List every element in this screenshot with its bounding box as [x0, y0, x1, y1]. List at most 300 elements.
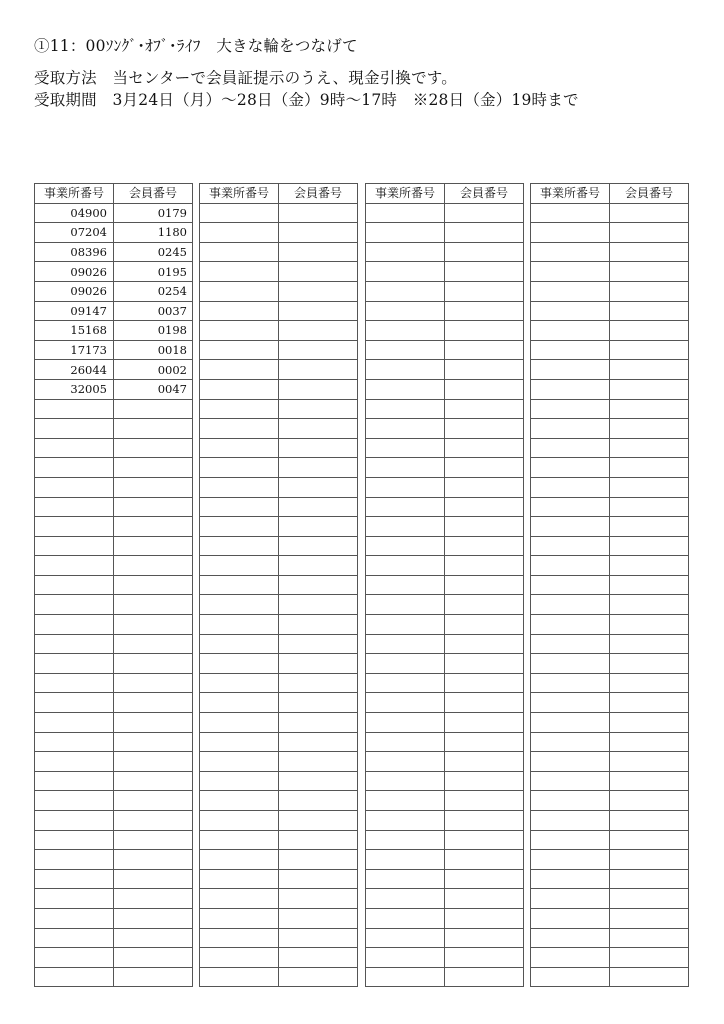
office-number-cell	[200, 517, 279, 537]
table-row	[35, 223, 193, 243]
office-number-cell	[366, 811, 445, 831]
table-row	[35, 262, 193, 282]
member-number-cell	[114, 693, 193, 713]
member-number-cell	[114, 811, 193, 831]
office-number-cell	[35, 517, 114, 537]
office-number-cell: 26044	[35, 360, 114, 380]
table-row	[35, 477, 193, 497]
table-row	[366, 830, 524, 850]
table-row	[35, 713, 193, 733]
table-row	[200, 928, 358, 948]
member-number-cell	[279, 615, 358, 635]
member-number-cell	[114, 869, 193, 889]
office-number-cell	[531, 693, 610, 713]
office-number-cell	[531, 321, 610, 341]
table-row	[35, 850, 193, 870]
member-number-cell	[279, 458, 358, 478]
table-row	[531, 791, 689, 811]
office-number-cell	[35, 948, 114, 968]
office-number-cell	[200, 732, 279, 752]
column-header-office-number: 事業所番号	[366, 184, 445, 204]
table-row	[35, 791, 193, 811]
member-number-cell	[279, 379, 358, 399]
member-number-cell	[445, 203, 524, 223]
member-number-cell	[445, 928, 524, 948]
office-number-cell	[200, 497, 279, 517]
member-number-cell	[445, 497, 524, 517]
table-row	[200, 908, 358, 928]
office-number-cell	[366, 281, 445, 301]
table-row	[35, 693, 193, 713]
member-number-cell	[279, 967, 358, 987]
table-row	[531, 948, 689, 968]
table-row	[35, 399, 193, 419]
table-row	[366, 752, 524, 772]
office-number-cell	[35, 673, 114, 693]
column-header-member-number: 会員番号	[114, 184, 193, 204]
office-number-cell	[200, 438, 279, 458]
member-number-tables	[34, 183, 690, 993]
member-number-cell	[610, 830, 689, 850]
office-number-cell	[200, 967, 279, 987]
office-number-cell: 09026	[35, 281, 114, 301]
table-row	[531, 713, 689, 733]
table-row	[200, 242, 358, 262]
table-row	[35, 360, 193, 380]
office-number-cell	[200, 713, 279, 733]
table-row	[35, 948, 193, 968]
member-number-cell	[279, 262, 358, 282]
member-number-cell	[610, 693, 689, 713]
table-header-row	[35, 184, 193, 204]
table-row	[200, 223, 358, 243]
member-number-cell	[445, 360, 524, 380]
member-number-cell	[610, 791, 689, 811]
table-row	[366, 419, 524, 439]
table-row	[531, 673, 689, 693]
member-number-cell	[610, 242, 689, 262]
member-number-cell	[445, 399, 524, 419]
table-row	[366, 301, 524, 321]
table-row	[200, 967, 358, 987]
table-row	[366, 575, 524, 595]
member-number-cell	[445, 536, 524, 556]
table-row	[200, 438, 358, 458]
office-number-cell	[531, 536, 610, 556]
office-number-cell	[366, 497, 445, 517]
office-number-cell	[366, 340, 445, 360]
office-number-cell	[35, 536, 114, 556]
table-row	[200, 595, 358, 615]
table-row	[35, 419, 193, 439]
member-number-cell	[279, 203, 358, 223]
member-number-cell	[445, 713, 524, 733]
office-number-cell	[35, 869, 114, 889]
office-number-cell	[531, 948, 610, 968]
member-number-cell	[114, 517, 193, 537]
column-header-office-number: 事業所番号	[531, 184, 610, 204]
office-number-cell	[531, 811, 610, 831]
member-number-cell	[279, 477, 358, 497]
table-row	[531, 419, 689, 439]
office-number-cell	[366, 713, 445, 733]
member-number-cell	[445, 281, 524, 301]
office-number-cell	[35, 634, 114, 654]
member-number-cell	[445, 752, 524, 772]
office-number-cell	[35, 497, 114, 517]
table-row	[366, 458, 524, 478]
office-number-cell	[531, 928, 610, 948]
office-number-cell	[35, 791, 114, 811]
office-number-cell	[35, 615, 114, 635]
office-number-cell: 17173	[35, 340, 114, 360]
office-number-cell	[366, 908, 445, 928]
table-row	[35, 203, 193, 223]
member-number-cell	[445, 908, 524, 928]
table-row	[35, 497, 193, 517]
member-number-cell	[114, 928, 193, 948]
office-number-cell	[200, 634, 279, 654]
office-number-cell	[35, 419, 114, 439]
office-number-cell	[200, 477, 279, 497]
office-number-cell	[200, 262, 279, 282]
member-number-cell	[279, 830, 358, 850]
member-number-cell	[610, 281, 689, 301]
office-number-cell	[35, 850, 114, 870]
office-number-cell	[366, 223, 445, 243]
table-row	[35, 321, 193, 341]
table-row	[531, 634, 689, 654]
office-number-cell	[366, 360, 445, 380]
member-number-cell	[610, 340, 689, 360]
office-number-cell	[531, 634, 610, 654]
table-row	[531, 399, 689, 419]
office-number-cell	[35, 575, 114, 595]
member-number-cell	[445, 242, 524, 262]
member-number-cell	[279, 908, 358, 928]
office-number-cell	[35, 399, 114, 419]
office-number-cell	[366, 458, 445, 478]
table-row	[200, 477, 358, 497]
table-row	[531, 517, 689, 537]
office-number-cell	[531, 281, 610, 301]
member-number-cell	[279, 321, 358, 341]
table-row	[35, 967, 193, 987]
table-row	[200, 517, 358, 537]
table-row	[35, 575, 193, 595]
member-number-cell	[445, 811, 524, 831]
member-number-cell	[279, 732, 358, 752]
table-row	[200, 458, 358, 478]
member-number-cell	[445, 771, 524, 791]
member-number-cell	[610, 203, 689, 223]
table-row	[200, 889, 358, 909]
office-number-cell	[200, 595, 279, 615]
office-number-cell	[366, 438, 445, 458]
table-row	[531, 301, 689, 321]
member-number-cell	[610, 536, 689, 556]
member-number-cell	[445, 850, 524, 870]
member-number-cell	[610, 673, 689, 693]
member-number-cell	[445, 223, 524, 243]
office-number-cell	[200, 321, 279, 341]
table-row	[200, 673, 358, 693]
office-number-cell	[531, 575, 610, 595]
office-number-cell	[531, 850, 610, 870]
member-number-cell	[114, 791, 193, 811]
member-number-cell	[114, 497, 193, 517]
table-row	[200, 615, 358, 635]
member-number-cell	[610, 595, 689, 615]
member-number-cell	[445, 732, 524, 752]
member-number-cell	[610, 497, 689, 517]
member-number-cell	[610, 321, 689, 341]
office-number-cell	[366, 203, 445, 223]
office-number-cell	[531, 438, 610, 458]
table-row	[366, 948, 524, 968]
table-row	[200, 321, 358, 341]
table-row	[35, 438, 193, 458]
table-row	[35, 771, 193, 791]
table-row	[200, 379, 358, 399]
office-number-cell	[366, 889, 445, 909]
table-row	[35, 732, 193, 752]
member-number-cell	[114, 399, 193, 419]
member-number-cell	[279, 869, 358, 889]
table-row	[366, 399, 524, 419]
table-row	[35, 928, 193, 948]
office-number-cell	[366, 595, 445, 615]
table-row	[366, 850, 524, 870]
table-row	[531, 536, 689, 556]
member-number-cell	[610, 301, 689, 321]
office-number-cell	[531, 713, 610, 733]
member-number-cell	[445, 517, 524, 537]
table-row	[200, 693, 358, 713]
member-number-cell	[445, 889, 524, 909]
member-number-cell	[445, 615, 524, 635]
table-row	[35, 379, 193, 399]
office-number-cell	[531, 771, 610, 791]
office-number-cell	[531, 301, 610, 321]
member-number-cell	[610, 419, 689, 439]
member-number-cell: 0047	[114, 379, 193, 399]
pickup-method: 受取方法 当センターで会員証提示のうえ、現金引換です。	[34, 69, 457, 87]
table-row	[366, 771, 524, 791]
member-number-cell: 0179	[114, 203, 193, 223]
office-number-cell	[200, 242, 279, 262]
member-number-cell	[114, 438, 193, 458]
office-number-cell	[35, 438, 114, 458]
member-number-cell	[445, 321, 524, 341]
table-row	[35, 242, 193, 262]
member-number-cell	[279, 850, 358, 870]
table-row	[200, 654, 358, 674]
office-number-cell	[531, 791, 610, 811]
office-number-cell	[531, 752, 610, 772]
office-number-cell	[35, 693, 114, 713]
office-number-cell	[35, 811, 114, 831]
office-number-cell	[35, 458, 114, 478]
table-row	[531, 379, 689, 399]
member-number-cell	[279, 419, 358, 439]
office-number-cell	[366, 517, 445, 537]
table-row	[531, 771, 689, 791]
table-row	[531, 575, 689, 595]
member-number-cell: 0254	[114, 281, 193, 301]
office-number-cell	[366, 654, 445, 674]
table-row	[366, 654, 524, 674]
office-number-cell	[366, 556, 445, 576]
office-number-cell	[531, 673, 610, 693]
table-row	[531, 732, 689, 752]
table-row	[366, 438, 524, 458]
member-number-cell	[445, 379, 524, 399]
member-number-cell	[610, 399, 689, 419]
office-number-cell	[531, 889, 610, 909]
table-row	[35, 301, 193, 321]
table-row	[366, 869, 524, 889]
office-number-cell	[531, 497, 610, 517]
table-row	[366, 262, 524, 282]
office-number-cell	[366, 693, 445, 713]
table-row	[531, 438, 689, 458]
member-table-3	[365, 183, 524, 987]
member-number-cell: 1180	[114, 223, 193, 243]
office-number-cell	[200, 615, 279, 635]
table-row	[366, 673, 524, 693]
member-number-cell	[610, 967, 689, 987]
table-header-row	[531, 184, 689, 204]
office-number-cell	[35, 967, 114, 987]
member-number-cell	[445, 693, 524, 713]
office-number-cell	[366, 262, 445, 282]
table-row	[366, 321, 524, 341]
office-number-cell: 07204	[35, 223, 114, 243]
table-row	[366, 281, 524, 301]
member-number-cell	[610, 634, 689, 654]
table-row	[200, 634, 358, 654]
member-number-cell	[610, 752, 689, 772]
table-row	[35, 340, 193, 360]
member-number-cell: 0037	[114, 301, 193, 321]
office-number-cell	[531, 830, 610, 850]
office-number-cell	[366, 850, 445, 870]
member-number-cell	[114, 830, 193, 850]
office-number-cell	[531, 379, 610, 399]
member-number-cell	[279, 438, 358, 458]
member-number-cell	[114, 752, 193, 772]
office-number-cell	[366, 575, 445, 595]
table-row	[531, 654, 689, 674]
table-row	[531, 830, 689, 850]
member-number-cell	[279, 536, 358, 556]
table-row	[531, 615, 689, 635]
office-number-cell	[366, 673, 445, 693]
table-header-row	[366, 184, 524, 204]
table-row	[531, 262, 689, 282]
member-number-cell	[610, 379, 689, 399]
table-row	[366, 928, 524, 948]
table-row	[366, 967, 524, 987]
office-number-cell	[531, 340, 610, 360]
office-number-cell	[200, 536, 279, 556]
member-number-cell	[279, 811, 358, 831]
member-number-cell	[114, 732, 193, 752]
member-number-cell	[114, 889, 193, 909]
office-number-cell	[531, 908, 610, 928]
office-number-cell	[531, 458, 610, 478]
table-row	[366, 791, 524, 811]
table-row	[200, 948, 358, 968]
member-number-cell	[114, 419, 193, 439]
table-row	[531, 869, 689, 889]
table-row	[35, 811, 193, 831]
office-number-cell	[366, 869, 445, 889]
table-row	[366, 203, 524, 223]
table-row	[200, 771, 358, 791]
member-number-cell	[445, 869, 524, 889]
member-number-cell	[279, 556, 358, 576]
table-row	[531, 477, 689, 497]
table-row	[366, 908, 524, 928]
member-number-cell	[445, 575, 524, 595]
table-row	[531, 458, 689, 478]
office-number-cell	[200, 928, 279, 948]
table-header-row	[200, 184, 358, 204]
office-number-cell	[531, 654, 610, 674]
office-number-cell	[35, 477, 114, 497]
table-row	[366, 379, 524, 399]
member-number-cell	[279, 713, 358, 733]
member-number-cell	[610, 889, 689, 909]
event-title: ①11：00ｿﾝｸﾞ･ｵﾌﾞ･ﾗｲﾌ 大きな輪をつなげて	[34, 37, 358, 55]
office-number-cell	[35, 928, 114, 948]
table-row	[366, 477, 524, 497]
table-row	[200, 399, 358, 419]
member-number-cell	[610, 771, 689, 791]
table-row	[366, 889, 524, 909]
table-row	[366, 517, 524, 537]
office-number-cell	[531, 615, 610, 635]
office-number-cell	[366, 928, 445, 948]
table-row	[531, 928, 689, 948]
table-row	[531, 223, 689, 243]
office-number-cell	[366, 321, 445, 341]
office-number-cell	[366, 301, 445, 321]
member-number-cell	[610, 850, 689, 870]
table-row	[35, 595, 193, 615]
office-number-cell	[200, 908, 279, 928]
table-row	[531, 340, 689, 360]
office-number-cell	[366, 791, 445, 811]
table-row	[531, 811, 689, 831]
member-number-cell	[610, 928, 689, 948]
member-number-cell	[279, 399, 358, 419]
table-row	[531, 967, 689, 987]
table-row	[35, 556, 193, 576]
table-row	[366, 595, 524, 615]
office-number-cell: 15168	[35, 321, 114, 341]
office-number-cell	[200, 340, 279, 360]
office-number-cell	[531, 203, 610, 223]
member-number-cell	[610, 732, 689, 752]
document-header	[34, 34, 714, 110]
member-number-cell	[114, 948, 193, 968]
table-row	[200, 340, 358, 360]
member-number-cell	[114, 654, 193, 674]
office-number-cell	[35, 830, 114, 850]
